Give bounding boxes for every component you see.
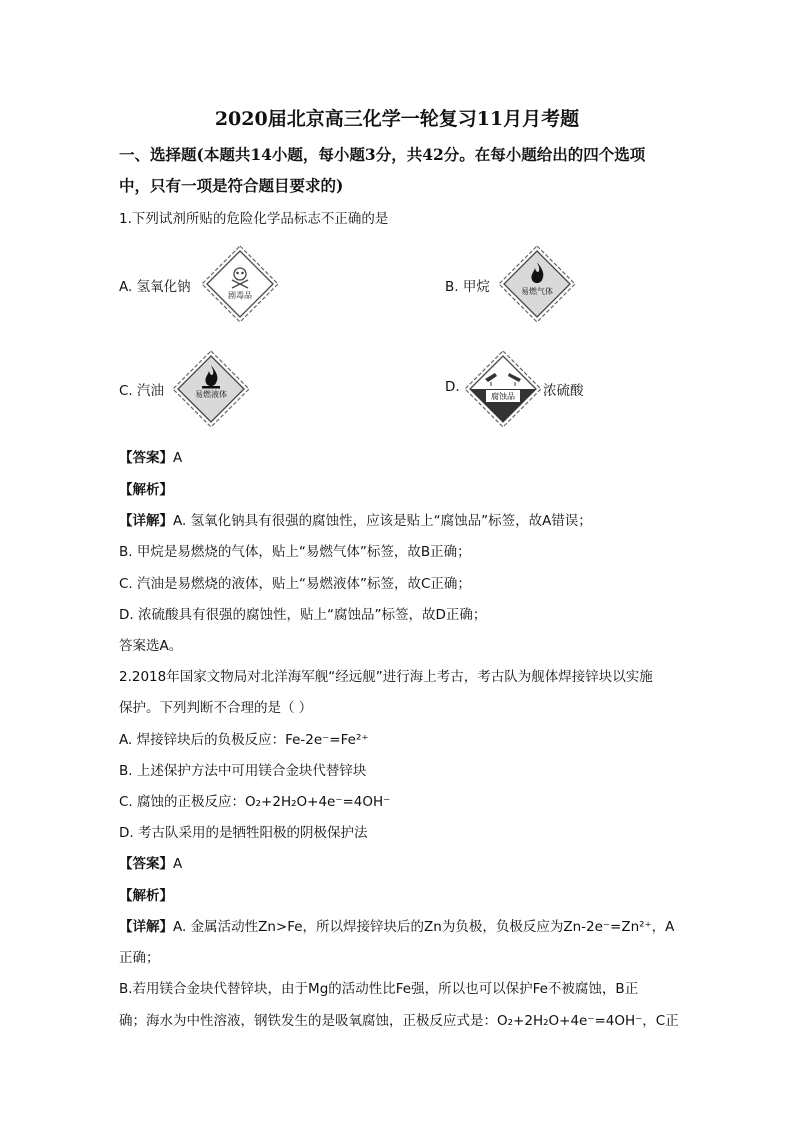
answer-tag: 【答案】 bbox=[119, 450, 173, 466]
q1-detail-line-1 bbox=[119, 509, 592, 529]
q2-stem-line-2: 保护。下列判断不合理的是（ ） bbox=[119, 700, 313, 716]
q2-detail-line-4: 确；海水为中性溶液，钢铁发生的是吸氧腐蚀，正极反应式是：O₂+2H₂O+4e⁻=4OH⁻，C正 bbox=[119, 1013, 679, 1029]
detail-text: A. 氢氧化钠具有很强的腐蚀性，应该是贴上“腐蚀品”标签，故A错误； bbox=[173, 513, 592, 529]
q2-detail-line-3: B.若用镁合金块代替锌块，由于Mg的活动性比Fe强，所以也可以保护Fe不被腐蚀，B正 bbox=[119, 981, 639, 997]
liquid-sign-text: 易燃液体 bbox=[195, 390, 227, 399]
corrosive-sign bbox=[463, 349, 543, 429]
q1-conclusion: 答案选A。 bbox=[119, 638, 183, 654]
q2-option-a: A. 焊接锌块后的负极反应：Fe-2e⁻=Fe²⁺ bbox=[119, 732, 369, 748]
q2-detail-line-1 bbox=[119, 915, 674, 935]
q1-stem: 1.下列试剂所贴的危险化学品标志不正确的是 bbox=[119, 211, 389, 227]
section-heading-line2: 中，只有一项是符合题目要求的) bbox=[119, 176, 344, 195]
q1-analysis-tag: 【解析】 bbox=[119, 482, 173, 498]
q1-detail-line-4: D. 浓硫酸具有很强的腐蚀性，贴上“腐蚀品”标签，故D正确； bbox=[119, 607, 487, 623]
q2-detail-line-2: 正确； bbox=[119, 950, 160, 966]
page-title: 2020届北京高三化学一轮复习11月月考题 bbox=[214, 108, 580, 130]
answer-value: A bbox=[173, 450, 183, 466]
detail-tag: 【详解】 bbox=[119, 513, 173, 529]
q1-option-a-label: A. 氢氧化钠 bbox=[119, 279, 191, 295]
q1-detail-line-2: B. 甲烷是易燃烧的气体，贴上“易燃气体”标签，故B正确； bbox=[119, 544, 471, 560]
q2-analysis-tag: 【解析】 bbox=[119, 888, 173, 904]
corrosive-sign-text: 腐蚀品 bbox=[491, 392, 515, 401]
flammable-gas-sign bbox=[497, 244, 577, 324]
q1-answer bbox=[119, 446, 182, 466]
q2-stem-line-1: 2.2018年国家文物局对北洋海军舰“经远舰”进行海上考古，考古队为舰体焊接锌块以实施 bbox=[119, 669, 653, 685]
q2-option-c: C. 腐蚀的正极反应：O₂+2H₂O+4e⁻=4OH⁻ bbox=[119, 794, 391, 810]
q1-option-b-label: B. 甲烷 bbox=[445, 279, 490, 295]
q1-option-c-label: C. 汽油 bbox=[119, 383, 165, 399]
toxic-sign-text: 剧毒品 bbox=[228, 291, 252, 300]
detail-text: A. 金属活动性Zn>Fe，所以焊接锌块后的Zn为负极，负极反应为Zn-2e⁻=Zn²⁺，A bbox=[173, 919, 675, 935]
toxic-hazard-sign bbox=[200, 244, 280, 324]
gas-sign-text: 易燃气体 bbox=[521, 287, 553, 296]
answer-tag: 【答案】 bbox=[119, 856, 173, 872]
q1-option-d-label: D. bbox=[445, 379, 460, 395]
q1-option-d-substance: 浓硫酸 bbox=[543, 383, 584, 399]
q1-detail-line-3: C. 汽油是易燃烧的液体，贴上“易燃液体”标签，故C正确； bbox=[119, 576, 471, 592]
detail-tag: 【详解】 bbox=[119, 919, 173, 935]
q2-option-d: D. 考古队采用的是牺牲阳极的阴极保护法 bbox=[119, 825, 368, 841]
answer-value: A bbox=[173, 856, 183, 872]
q2-answer bbox=[119, 852, 182, 872]
section-heading-line1: 一、选择题(本题共14小题，每小题3分，共42分。在每小题给出的四个选项 bbox=[119, 145, 646, 164]
q2-option-b: B. 上述保护方法中可用镁合金块代替锌块 bbox=[119, 763, 367, 779]
flammable-liquid-sign bbox=[171, 349, 251, 429]
